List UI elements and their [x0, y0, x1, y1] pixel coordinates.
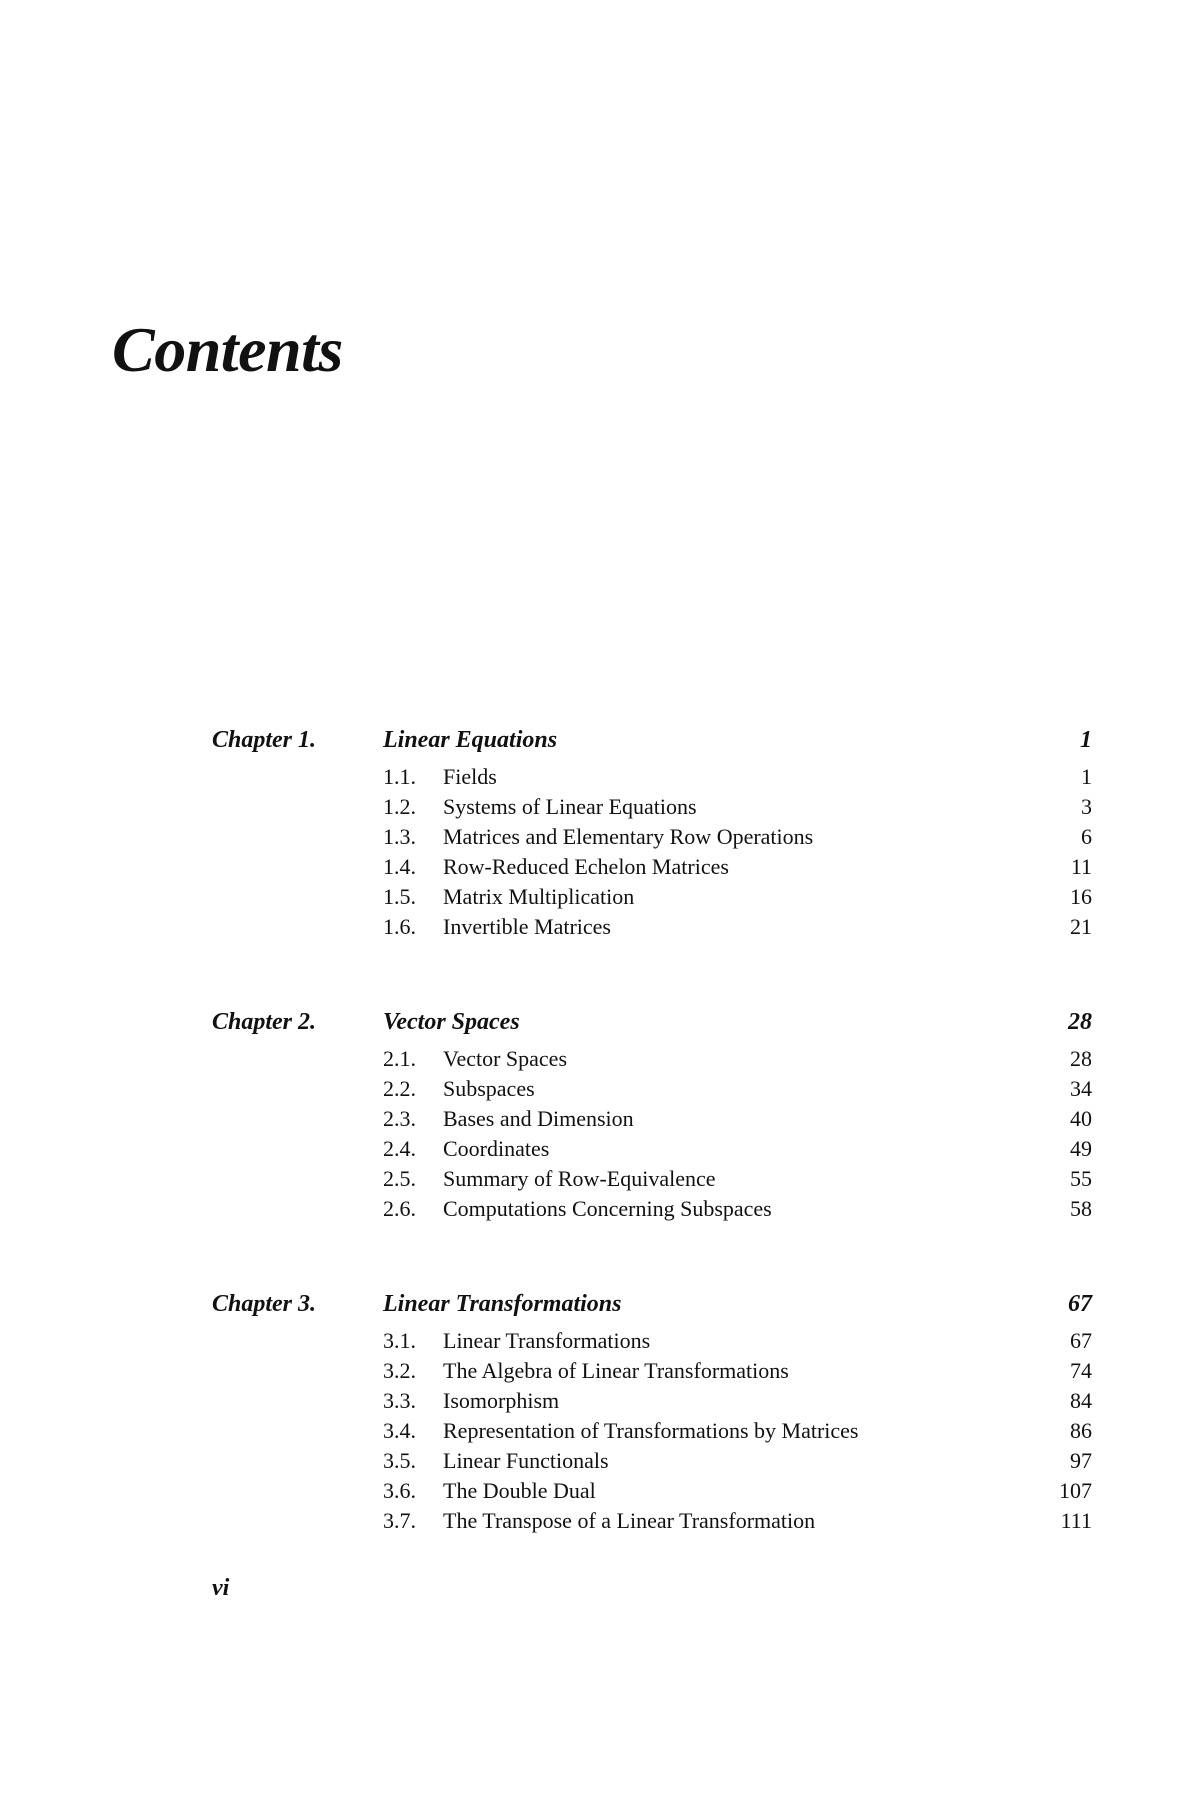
- chapter-title: Linear Equations: [383, 727, 558, 753]
- section-title: Invertible Matrices: [443, 914, 611, 939]
- section-row: [0, 1386, 1200, 1416]
- section-page-number: 40: [1070, 1106, 1092, 1131]
- section-number: 3.5.: [383, 1448, 416, 1473]
- chapter-header: [0, 1000, 1200, 1044]
- section-title: The Transpose of a Linear Transformation: [443, 1508, 816, 1533]
- section-page-number: 16: [1070, 884, 1092, 909]
- section-row: [0, 792, 1200, 822]
- section-number: 1.2.: [383, 794, 416, 819]
- section-row: [0, 762, 1200, 792]
- page-title: Contents: [112, 314, 343, 385]
- section-number: 3.1.: [383, 1328, 416, 1353]
- chapter-page-number: 67: [1068, 1291, 1092, 1317]
- section-list: [0, 762, 1200, 942]
- section-page-number: 58: [1070, 1196, 1092, 1221]
- section-title: Linear Functionals: [443, 1448, 609, 1473]
- section-row: [0, 1074, 1200, 1104]
- section-number: 1.5.: [383, 884, 416, 909]
- section-row: [0, 882, 1200, 912]
- chapter-1: [0, 718, 1200, 942]
- chapter-title: Vector Spaces: [383, 1009, 520, 1035]
- section-row: [0, 1326, 1200, 1356]
- section-row: [0, 1356, 1200, 1386]
- section-row: [0, 822, 1200, 852]
- section-number: 3.4.: [383, 1418, 416, 1443]
- section-page-number: 1: [1081, 764, 1092, 789]
- chapter-2: [0, 1000, 1200, 1224]
- section-title: Matrices and Elementary Row Operations: [443, 824, 814, 849]
- section-page-number: 6: [1081, 824, 1092, 849]
- section-page-number: 111: [1060, 1508, 1092, 1533]
- section-page-number: 97: [1070, 1448, 1092, 1473]
- section-row: [0, 1446, 1200, 1476]
- section-page-number: 84: [1070, 1388, 1092, 1413]
- section-number: 1.4.: [383, 854, 416, 879]
- section-title: Summary of Row-Equivalence: [443, 1166, 716, 1191]
- section-row: [0, 1416, 1200, 1446]
- section-number: 2.6.: [383, 1196, 416, 1221]
- section-number: 2.5.: [383, 1166, 416, 1191]
- chapter-header: [0, 1282, 1200, 1326]
- section-row: [0, 1476, 1200, 1506]
- section-row: [0, 1134, 1200, 1164]
- section-title: Row-Reduced Echelon Matrices: [443, 854, 729, 879]
- section-title: Computations Concerning Subspaces: [443, 1196, 772, 1221]
- section-number: 2.3.: [383, 1106, 416, 1131]
- section-title: Systems of Linear Equations: [443, 794, 697, 819]
- section-page-number: 49: [1070, 1136, 1092, 1161]
- page-folio: vi: [212, 1575, 230, 1601]
- section-number: 2.1.: [383, 1046, 416, 1071]
- section-title: The Algebra of Linear Transformations: [443, 1358, 789, 1383]
- section-title: Isomorphism: [443, 1388, 560, 1413]
- section-page-number: 107: [1059, 1478, 1092, 1503]
- section-row: [0, 1164, 1200, 1194]
- section-page-number: 34: [1070, 1076, 1092, 1101]
- section-row: [0, 1044, 1200, 1074]
- section-page-number: 67: [1070, 1328, 1092, 1353]
- section-page-number: 21: [1070, 914, 1092, 939]
- section-page-number: 86: [1070, 1418, 1092, 1443]
- section-title: Matrix Multiplication: [443, 884, 635, 909]
- chapter-label: Chapter 3.: [212, 1291, 317, 1317]
- section-row: [0, 1506, 1200, 1536]
- section-number: 1.1.: [383, 764, 416, 789]
- section-number: 1.6.: [383, 914, 416, 939]
- section-page-number: 3: [1081, 794, 1092, 819]
- section-list: [0, 1326, 1200, 1536]
- section-number: 3.7.: [383, 1508, 416, 1533]
- section-number: 3.3.: [383, 1388, 416, 1413]
- chapter-3: [0, 1282, 1200, 1536]
- section-list: [0, 1044, 1200, 1224]
- chapter-label: Chapter 1.: [212, 727, 317, 753]
- chapter-header: [0, 718, 1200, 762]
- chapter-page-number: 28: [1068, 1009, 1092, 1035]
- section-row: [0, 1194, 1200, 1224]
- section-number: 2.2.: [383, 1076, 416, 1101]
- section-title: Representation of Transformations by Matrices: [443, 1418, 859, 1443]
- section-title: Linear Transformations: [443, 1328, 651, 1353]
- section-row: [0, 852, 1200, 882]
- section-page-number: 28: [1070, 1046, 1092, 1071]
- section-title: Coordinates: [443, 1136, 550, 1161]
- section-number: 3.2.: [383, 1358, 416, 1383]
- section-title: Vector Spaces: [443, 1046, 568, 1071]
- section-title: Subspaces: [443, 1076, 535, 1101]
- section-page-number: 11: [1070, 854, 1092, 879]
- section-row: [0, 1104, 1200, 1134]
- section-title: Bases and Dimension: [443, 1106, 634, 1131]
- chapter-label: Chapter 2.: [212, 1009, 317, 1035]
- section-page-number: 74: [1070, 1358, 1092, 1383]
- section-row: [0, 912, 1200, 942]
- section-title: Fields: [443, 764, 497, 789]
- chapter-title: Linear Transformations: [383, 1291, 622, 1317]
- section-number: 1.3.: [383, 824, 416, 849]
- section-page-number: 55: [1070, 1166, 1092, 1191]
- chapter-page-number: 1: [1080, 727, 1092, 753]
- section-number: 2.4.: [383, 1136, 416, 1161]
- section-number: 3.6.: [383, 1478, 416, 1503]
- section-title: The Double Dual: [443, 1478, 596, 1503]
